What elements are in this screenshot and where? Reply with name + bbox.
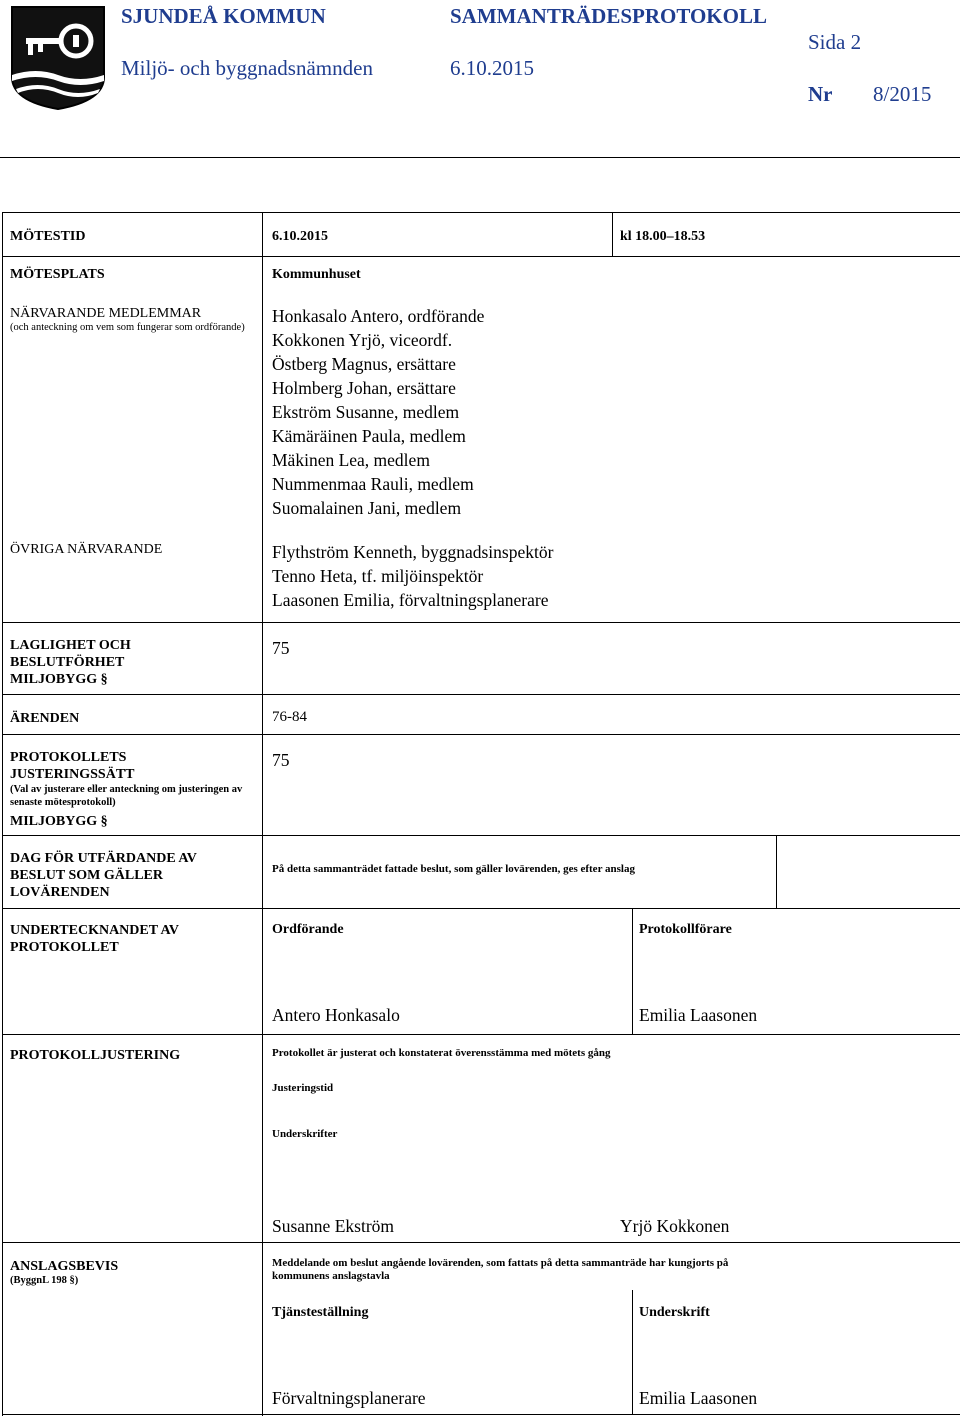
legality-value: 75 bbox=[272, 638, 290, 658]
other-entry: Tenno Heta, tf. miljöinspektör bbox=[272, 566, 484, 586]
meeting-time-label: MÖTESTID bbox=[10, 229, 86, 244]
secretary-name: Emilia Laasonen bbox=[639, 1005, 758, 1025]
other-entry: Laasonen Emilia, förvaltningsplanerare bbox=[272, 590, 549, 610]
header-divider bbox=[0, 157, 960, 158]
member-entry: Suomalainen Jani, medlem bbox=[272, 498, 462, 518]
notice-text-line: kommunens anslagstavla bbox=[272, 1269, 390, 1282]
header-date: 6.10.2015 bbox=[450, 56, 534, 80]
other-entry: Flythström Kenneth, byggnadsinspektör bbox=[272, 542, 554, 562]
present-members-list bbox=[272, 304, 484, 520]
signing-label bbox=[10, 922, 179, 956]
member-entry: Mäkinen Lea, medlem bbox=[272, 450, 430, 470]
meeting-place-value: Kommunhuset bbox=[272, 267, 361, 282]
adjustment-label-line: JUSTERINGSSÄTT bbox=[10, 767, 135, 782]
verification-label: PROTOKOLLJUSTERING bbox=[10, 1048, 181, 1063]
notice-text bbox=[272, 1257, 728, 1282]
adjustment-value: 75 bbox=[272, 750, 290, 770]
key-shield-icon bbox=[10, 5, 106, 111]
member-entry: Holmberg Johan, ersättare bbox=[272, 378, 456, 398]
verification-signatures-label: Underskrifter bbox=[272, 1128, 338, 1140]
municipality-name: SJUNDEÅ KOMMUN bbox=[121, 4, 326, 28]
member-entry: Kokkonen Yrjö, viceordf. bbox=[272, 330, 453, 350]
verification-time-label: Justeringstid bbox=[272, 1082, 334, 1094]
document-type: SAMMANTRÄDESPROTOKOLL bbox=[450, 4, 767, 28]
notice-signature-value: Emilia Laasonen bbox=[639, 1388, 758, 1408]
adjustment-section: MILJOBYGG § bbox=[10, 814, 108, 829]
verification-signer-1: Susanne Ekström bbox=[272, 1216, 395, 1236]
member-entry: Östberg Magnus, ersättare bbox=[272, 354, 456, 374]
notice-label: ANSLAGSBEVIS bbox=[10, 1259, 119, 1274]
notice-position-value: Förvaltningsplanerare bbox=[272, 1388, 426, 1408]
verification-text: Protokollet är justerat och konstaterat överensstämma med mötets gång bbox=[272, 1047, 611, 1059]
notice-sublabel: (ByggnL 198 §) bbox=[10, 1275, 79, 1286]
matters-value: 76-84 bbox=[272, 709, 307, 725]
issue-date-text: På detta sammanträdet fattade beslut, som gäller lovärenden, ges efter anslag bbox=[272, 863, 635, 875]
member-entry: Kämäräinen Paula, medlem bbox=[272, 426, 466, 446]
adjustment-label bbox=[10, 749, 135, 783]
meeting-date: 6.10.2015 bbox=[272, 229, 328, 244]
member-entry: Nummenmaa Rauli, medlem bbox=[272, 474, 474, 494]
meeting-place-label: MÖTESPLATS bbox=[10, 267, 105, 282]
member-entry: Honkasalo Antero, ordförande bbox=[272, 306, 485, 326]
nr-value: 8/2015 bbox=[873, 82, 932, 106]
others-present-label: ÖVRIGA NÄRVARANDE bbox=[10, 542, 163, 557]
matters-label: ÄRENDEN bbox=[10, 711, 80, 726]
issue-date-label-line: BESLUT SOM GÄLLER bbox=[10, 868, 164, 883]
legality-label-line: LAGLIGHET OCH bbox=[10, 638, 131, 653]
notice-signature-label: Underskrift bbox=[639, 1305, 710, 1320]
present-members-label: NÄRVARANDE MEDLEMMAR bbox=[10, 306, 202, 321]
nr-label: Nr bbox=[808, 82, 833, 106]
legality-label bbox=[10, 637, 131, 688]
board-name: Miljö- och byggnadsnämnden bbox=[121, 56, 373, 80]
verification-signer-2: Yrjö Kokkonen bbox=[620, 1216, 730, 1236]
issue-date-label-line: DAG FÖR UTFÄRDANDE AV bbox=[10, 851, 197, 866]
issue-date-label bbox=[10, 850, 197, 901]
signing-label-line: PROTOKOLLET bbox=[10, 940, 119, 955]
legality-label-line: BESLUTFÖRHET bbox=[10, 655, 125, 670]
adjustment-sublabel: (Val av justerare eller anteckning om justeringen av senaste mötesprotokoll) bbox=[10, 784, 243, 808]
adjustment-label-line: PROTOKOLLETS bbox=[10, 750, 127, 765]
signing-label-line: UNDERTECKNANDET AV bbox=[10, 923, 179, 938]
present-members-sublabel: (och anteckning om vem som fungerar som ordförande) bbox=[10, 322, 245, 333]
member-entry: Ekström Susanne, medlem bbox=[272, 402, 460, 422]
secretary-label: Protokollförare bbox=[639, 922, 732, 937]
others-present-list bbox=[272, 540, 553, 612]
issue-date-label-line: LOVÄRENDEN bbox=[10, 885, 110, 900]
legality-label-line: MILJOBYGG § bbox=[10, 672, 108, 687]
notice-text-line: Meddelande om beslut angående lovärenden, som fattats på detta sammanträde har kungjorts på bbox=[272, 1257, 729, 1269]
page-number: Sida 2 bbox=[808, 30, 862, 54]
chair-label: Ordförande bbox=[272, 922, 344, 937]
meeting-time-value: kl 18.00–18.53 bbox=[620, 229, 706, 244]
chair-name: Antero Honkasalo bbox=[272, 1005, 400, 1025]
notice-position-label: Tjänsteställning bbox=[272, 1305, 369, 1320]
coat-of-arms-logo bbox=[10, 5, 106, 111]
